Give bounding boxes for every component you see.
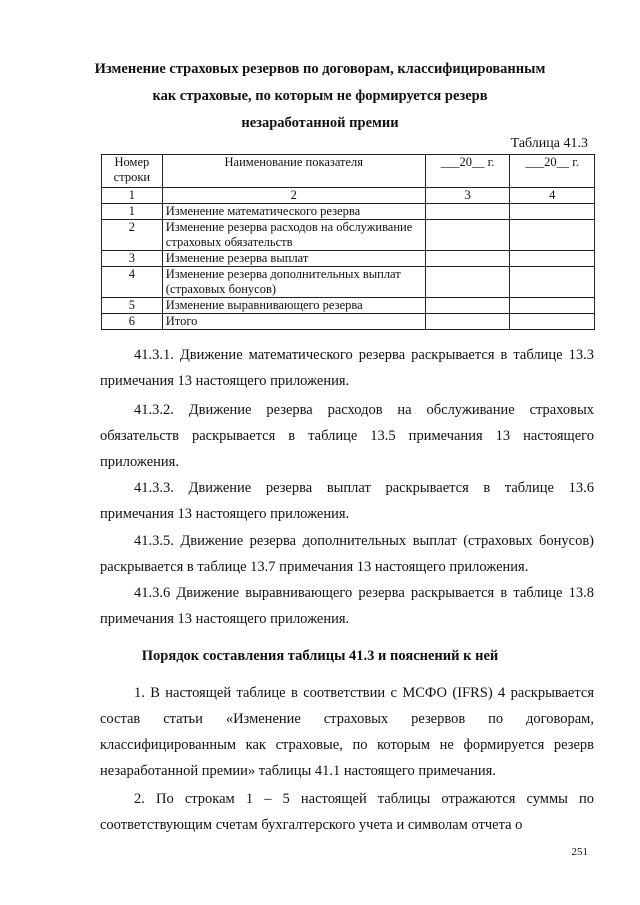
row-label: Изменение математического резерва: [162, 204, 425, 220]
value-cell: [510, 251, 595, 267]
row-label: Изменение резерва выплат: [162, 251, 425, 267]
value-cell: [425, 204, 510, 220]
table-row: [102, 204, 595, 220]
row-number: 6: [102, 314, 163, 330]
paragraph-text: 41.3.5. Движение резерва дополнительных выплат (страховых бонусов) раскрывается в таблице 13.7 примечания 13 настоящего приложения.: [100, 533, 594, 575]
table-row: [102, 298, 595, 314]
paragraph: [100, 342, 594, 394]
table-caption: Таблица 41.3: [510, 136, 588, 151]
header-cell-row-number: Номер строки: [102, 155, 163, 188]
column-number-row: [102, 188, 595, 204]
row-number: 4: [102, 267, 163, 298]
title-line-1: Изменение страховых резервов по договорам, классифицированным: [94, 61, 546, 77]
paragraph: [100, 786, 594, 838]
value-cell: [425, 267, 510, 298]
value-cell: [425, 314, 510, 330]
value-cell: [510, 314, 595, 330]
paragraph: [100, 397, 594, 475]
paragraph: [100, 528, 594, 580]
row-label: Изменение выравнивающего резерва: [162, 298, 425, 314]
header-cell-period-1: ___20__ г.: [425, 155, 510, 188]
paragraph-text: 2. По строкам 1 – 5 настоящей таблицы отражаются суммы по соответствующим счетам бухгалтерского учета и символам отчета о: [100, 791, 594, 833]
table-row: [102, 314, 595, 330]
value-cell: [425, 251, 510, 267]
row-label: Итого: [162, 314, 425, 330]
row-number: 5: [102, 298, 163, 314]
paragraph: [100, 580, 594, 632]
value-cell: [510, 298, 595, 314]
paragraph-text: 41.3.3. Движение резерва выплат раскрывается в таблице 13.6 примечания 13 настоящего приложения.: [100, 480, 594, 522]
section-subheading: Порядок составления таблицы 41.3 и пояснений к ней: [141, 648, 499, 664]
row-number: 1: [102, 204, 163, 220]
paragraph: [100, 680, 594, 784]
paragraph-text: 1. В настоящей таблице в соответствии с МСФО (IFRS) 4 раскрывается состав статьи «Изменение страховых резервов по договорам, классифицированным как страховые, по которым не формируется резерв незаработанной премии» таблицы 41.1 настоящего примечания.: [100, 685, 594, 779]
title-line-3: незаработанной премии: [241, 115, 399, 131]
table-header-row: [102, 155, 595, 188]
paragraph-text: 41.3.1. Движение математического резерва раскрывается в таблице 13.3 примечания 13 настоящего приложения.: [100, 347, 594, 389]
paragraph-text: 41.3.2. Движение резерва расходов на обслуживание страховых обязательств раскрывается в таблице 13.5 примечания 13 настоящего приложения.: [100, 402, 594, 470]
row-label: Изменение резерва дополнительных выплат (страховых бонусов): [162, 267, 425, 298]
column-number: 2: [162, 188, 425, 204]
page-number: 251: [571, 846, 588, 858]
header-cell-period-2: ___20__ г.: [510, 155, 595, 188]
row-number: 3: [102, 251, 163, 267]
data-table: [101, 154, 595, 330]
paragraph-text: 41.3.6 Движение выравнивающего резерва раскрывается в таблице 13.8 примечания 13 настоящего приложения.: [100, 585, 594, 627]
table-row: [102, 220, 595, 251]
table-row: [102, 251, 595, 267]
value-cell: [510, 204, 595, 220]
value-cell: [510, 220, 595, 251]
row-number: 2: [102, 220, 163, 251]
header-cell-indicator: Наименование показателя: [162, 155, 425, 188]
row-label: Изменение резерва расходов на обслуживание страховых обязательств: [162, 220, 425, 251]
column-number: 1: [102, 188, 163, 204]
value-cell: [510, 267, 595, 298]
document-title: [90, 56, 550, 137]
column-number: 3: [425, 188, 510, 204]
value-cell: [425, 298, 510, 314]
column-number: 4: [510, 188, 595, 204]
title-line-2: как страховые, по которым не формируется резерв: [152, 88, 488, 104]
table-row: [102, 267, 595, 298]
paragraph: [100, 475, 594, 527]
value-cell: [425, 220, 510, 251]
